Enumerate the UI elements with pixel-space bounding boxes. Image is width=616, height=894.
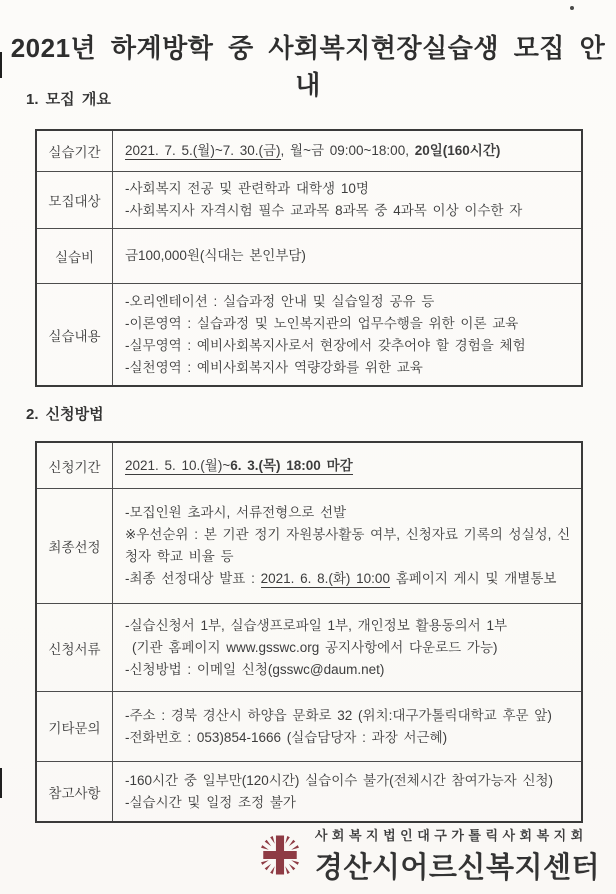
row-content bbox=[113, 762, 581, 821]
text-line: -실습시간 및 일정 조정 불가 bbox=[125, 794, 296, 810]
row-content bbox=[113, 692, 581, 761]
underlined-announce-date: 2021. 6. 8.(화) 10:00 bbox=[260, 571, 390, 586]
scan-artifact bbox=[570, 6, 574, 10]
table-row-recruitment-target bbox=[37, 171, 581, 228]
row-content bbox=[113, 489, 581, 603]
text-line: -이론영역 : 실습과정 및 노인복지관의 업무수행을 위한 이론 교육 bbox=[125, 315, 519, 331]
row-content bbox=[113, 284, 581, 385]
row-content bbox=[113, 443, 581, 488]
table-row-practice-fee bbox=[37, 228, 581, 283]
text-line bbox=[125, 568, 571, 590]
text-segment: 2021. 5. 10.(월)~ bbox=[125, 457, 231, 473]
row-label: 실습비 bbox=[37, 229, 113, 283]
row-label: 신청서류 bbox=[37, 604, 113, 691]
underlined-date-range: 2021. 7. 5.(월)~7. 30.(금) bbox=[125, 143, 281, 158]
footer-logo-block bbox=[253, 824, 600, 886]
table-row-application-documents bbox=[37, 603, 581, 691]
row-label: 실습내용 bbox=[37, 284, 113, 385]
row-content bbox=[113, 229, 581, 283]
page-title: 2021년 하계방학 중 사회복지현장실습생 모집 안내 bbox=[10, 33, 606, 100]
row-label: 최종선정 bbox=[37, 489, 113, 603]
row-label: 모집대상 bbox=[37, 172, 113, 228]
section1-heading: 1. 모집 개요 bbox=[26, 91, 111, 108]
text-line: -160시간 중 일부만(120시간) 실습이수 불가(전체시간 참여가능자 신청) bbox=[125, 772, 554, 788]
underlined-deadline bbox=[125, 458, 353, 475]
text-line: -실천영역 : 예비사회복지사 역량강화를 위한 교육 bbox=[125, 359, 423, 375]
row-content bbox=[113, 172, 581, 228]
row-label: 신청기간 bbox=[37, 443, 113, 488]
text-line bbox=[125, 455, 571, 477]
text-line: (기관 홈페이지 www.gsswc.org 공지사항에서 다운로드 가능) bbox=[132, 639, 498, 655]
row-label: 참고사항 bbox=[37, 762, 113, 821]
text-segment: , 월~금 09:00~18:00, bbox=[280, 143, 415, 158]
section2-heading: 2. 신청방법 bbox=[26, 406, 104, 423]
text-line: -사회복지 전공 및 관련학과 대학생 10명 bbox=[125, 181, 369, 196]
bold-duration: 20일(160시간) bbox=[414, 143, 501, 158]
table-row-other-inquiries bbox=[37, 691, 581, 761]
row-label: 기타문의 bbox=[37, 692, 113, 761]
text-line: -신청방법 : 이메일 신청(gsswc@daum.net) bbox=[125, 661, 385, 677]
org-name-small: 사회복지법인대구가톨릭사회복지회 bbox=[314, 827, 588, 843]
text-line: ※우선순위 : 본 기관 정기 자원봉사활동 여부, 신청자료 기록의 성실성, 신청자 학교 비율 등 bbox=[125, 527, 571, 564]
recruitment-overview-table bbox=[35, 129, 583, 387]
row-label: 실습기간 bbox=[37, 131, 113, 171]
text-line: -실무영역 : 예비사회복지사로서 현장에서 갖추어야 할 경험을 체험 bbox=[125, 337, 526, 353]
text-line bbox=[125, 140, 571, 162]
table-row-final-selection bbox=[37, 488, 581, 603]
text-line: -주소 : 경북 경산시 하양읍 문화로 32 (위치:대구가톨릭대학교 후문 앞) bbox=[125, 707, 552, 723]
table-row-application-period bbox=[37, 443, 581, 488]
org-name-large: 경산시어르신복지센터 bbox=[314, 851, 600, 884]
table-row-practice-content bbox=[37, 283, 581, 385]
text-line: 금100,000원(식대는 본인부담) bbox=[125, 248, 306, 263]
text-line: -사회복지사 자격시험 필수 교과목 8과목 중 4과목 이상 이수한 자 bbox=[125, 203, 523, 218]
text-line: -모집인원 초과시, 서류전형으로 선발 bbox=[125, 505, 347, 520]
text-line: -실습신청서 1부, 실습생프로파일 1부, 개인정보 활용동의서 1부 bbox=[125, 617, 508, 633]
row-content bbox=[113, 604, 581, 691]
org-name-block bbox=[315, 825, 600, 886]
text-line: -전화번호 : 053)854-1666 (실습담당자 : 과장 서근혜) bbox=[125, 729, 448, 745]
text-segment: -최종 선정대상 발표 : bbox=[125, 571, 261, 586]
table-row-practice-period bbox=[37, 131, 581, 171]
table-row-reference-notes bbox=[37, 761, 581, 821]
text-segment: 홈페이지 게시 및 개별통보 bbox=[389, 571, 557, 586]
bold-deadline: 6. 3.(목) 18:00 마감 bbox=[230, 457, 353, 473]
caritas-cross-logo-icon bbox=[253, 824, 307, 886]
text-line: -오리엔테이션 : 실습과정 안내 및 실습일정 공유 등 bbox=[125, 293, 435, 309]
row-content bbox=[113, 131, 581, 171]
application-method-table bbox=[35, 441, 583, 823]
scan-artifact bbox=[0, 768, 2, 798]
